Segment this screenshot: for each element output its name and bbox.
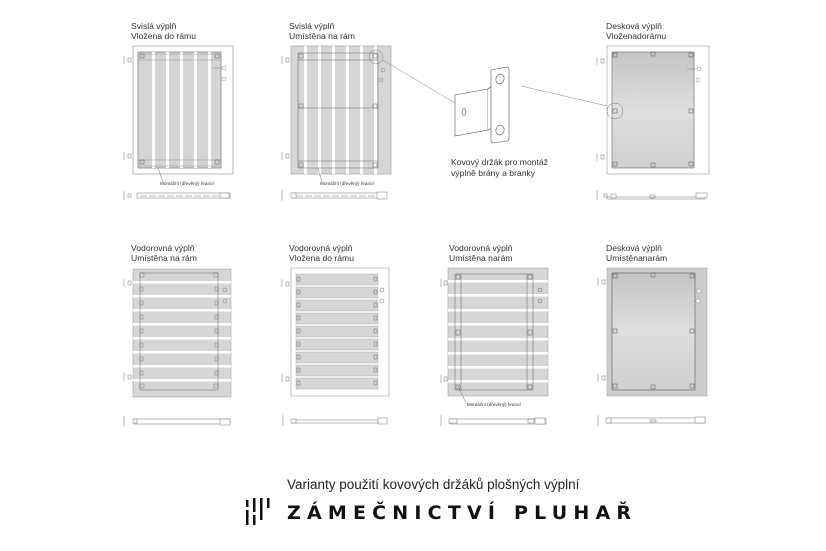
- panel-title-line1: Svislá výplň: [289, 21, 335, 31]
- brand-logo-icon: [246, 498, 270, 525]
- bracket-label-line1: Kovový držák pro montáž: [451, 157, 548, 167]
- panel-title-line2: Vloženadorámu: [606, 31, 667, 41]
- leader-line: [521, 86, 616, 108]
- panel-title-line2: Vložena do rámu: [289, 253, 354, 263]
- figure-caption: Varianty použití kovových držáků plošných výplní: [287, 477, 580, 492]
- panel-title: [289, 243, 354, 263]
- panel-title: [606, 21, 666, 41]
- panel-title-line2: Umístěna na rám: [289, 31, 355, 41]
- panel-svisla-vlozena: [124, 46, 233, 200]
- annotation-mounting-block: Montážní (dřevěný) hranol: [467, 402, 521, 407]
- panel-title-line2: Umístěna na rám: [131, 253, 197, 263]
- brand-name: ZÁMEČNICTVÍ PLUHAŘ: [287, 502, 638, 524]
- panel-title-line1: Svislá výplň: [131, 21, 177, 31]
- panel-vodorovna-umistena: [124, 269, 231, 426]
- panel-title: [449, 243, 513, 263]
- panel-title-line2: Vložena do rámu: [131, 31, 196, 41]
- panel-svisla-umistena: [282, 46, 391, 201]
- panel-title: [606, 243, 667, 263]
- bracket-label: [451, 157, 548, 179]
- panel-title-line1: Vodorovná výplň: [131, 243, 195, 253]
- annotation-mounting-block: Montážní (dřevěný) hranol: [320, 181, 374, 186]
- panel-title-line2: Umístěnanarám: [606, 253, 668, 263]
- panel-title: [289, 21, 355, 41]
- panel-vodorovna-vlozena: [282, 268, 389, 426]
- metal-bracket-illustration: [455, 67, 509, 143]
- panel-title-line1: Vodorovná výplň: [449, 243, 513, 253]
- panel-title: [131, 21, 196, 41]
- panel-title-line2: Umístěna narám: [449, 253, 513, 263]
- leader-line: [383, 60, 455, 103]
- annotation-mounting-block: Montážní (dřevěný) hranol: [160, 181, 214, 186]
- bracket-label-line2: výplně brány a branky: [451, 168, 536, 178]
- panel-deskova-umistena: [598, 268, 707, 426]
- panel-title-line1: Vodorovná výplň: [289, 243, 353, 253]
- panel-title-line1: Desková výplň: [606, 243, 662, 253]
- panel-title: [131, 243, 197, 263]
- panel-deskova-vlozena: [597, 46, 709, 200]
- panel-title-line1: Desková výplň: [606, 21, 662, 31]
